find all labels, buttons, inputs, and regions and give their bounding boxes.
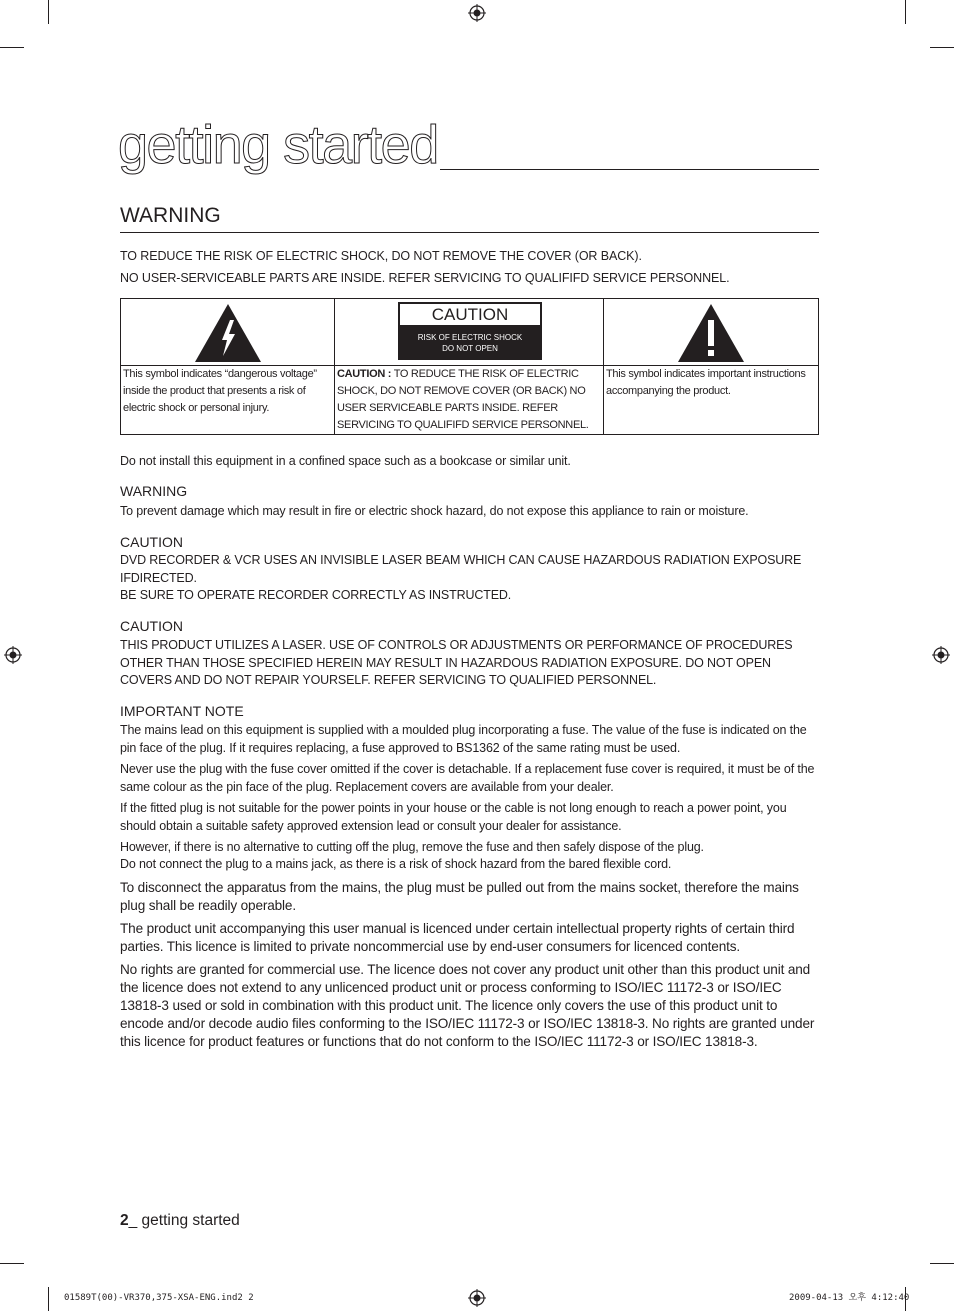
note-paragraph: If the fitted plug is not suitable for the power points in your house or the cable is not long enough to reach a power point, you should obtain a suitable safety approved extension lead or consult your dealer for assistance. <box>120 801 787 833</box>
section-heading: IMPORTANT NOTE <box>120 703 244 719</box>
section-paragraph: To prevent damage which may result in fire or electric shock hazard, do not expose this appliance to rain or moisture. <box>120 504 749 518</box>
section-paragraph: DVD RECORDER & VCR USES AN INVISIBLE LASER BEAM WHICH CAN CAUSE HAZARDOUS RADIATION EXPOSURE IFDIRECTED. <box>120 553 802 585</box>
caution-label-sub: RISK OF ELECTRIC SHOCK <box>417 333 523 342</box>
note-paragraph-large: No rights are granted for commercial use. The licence does not cover any product unit other than this product unit and the licence does not extend to any unlicenced product unit or process conforming to ISO/IEC 11172-3 or ISO/IEC 13818-3 used or sold in combination with this product unit. The licence only covers the use of this product unit to encode and/or decode audio files conforming to the ISO/IEC 11172-3 or ISO/IEC 13818-3. No rights are granted under this licence for product features or functions that do not conform to the ISO/IEC 11172-3 or ISO/IEC 13818-3. <box>120 962 815 1049</box>
title-rule <box>440 169 819 170</box>
caution-label <box>398 302 542 360</box>
lightning-warning-icon <box>193 302 263 364</box>
lightning-symbol-description: This symbol indicates “dangerous voltage” inside the product that presents a risk of electric shock or personal injury. <box>121 366 335 435</box>
print-slug-right: 2009-04-13 오후 4:12:40 <box>789 1293 910 1303</box>
note-paragraph-large: The product unit accompanying this user manual is licenced under certain intellectual property rights of certain third parties. This licence is limited to private noncommercial use by end-user consumers for licenced contents. <box>120 921 795 954</box>
exclamation-symbol-description: This symbol indicates important instructions accompanying the product. <box>604 366 819 435</box>
page-footer <box>120 1211 240 1231</box>
caution-label-title: CAUTION <box>400 304 540 325</box>
crop-mark <box>48 0 49 24</box>
exclamation-symbol-cell <box>604 299 819 366</box>
caution-description-text: TO REDUCE THE RISK OF ELECTRIC SHOCK, DO NOT REMOVE COVER (OR BACK) NO USER SERVICEABLE PARTS INSIDE. REFER SERVICING TO QUALIFIFD SERVICE PERSONNEL. <box>337 368 589 431</box>
section-heading: CAUTION <box>120 618 183 634</box>
crop-mark <box>0 1263 24 1264</box>
page-title: getting started <box>118 115 438 175</box>
warning-line: NO USER-SERVICEABLE PARTS ARE INSIDE. REFER SERVICING TO QUALIFIFD SERVICE PERSONNEL. <box>120 271 730 285</box>
note-paragraph: The mains lead on this equipment is supplied with a moulded plug incorporating a fuse. The value of the fuse is indicated on the pin face of the plug. If it requires replacing, a fuse approved to BS1362 of the same rating must be used. <box>120 723 807 755</box>
caution-description <box>335 366 604 435</box>
page-number: 2 <box>120 1212 129 1229</box>
crop-mark <box>930 47 954 48</box>
crop-mark <box>0 47 24 48</box>
section-title: WARNING <box>120 204 221 227</box>
section-heading: WARNING <box>120 483 188 499</box>
note-paragraph: Never use the plug with the fuse cover omitted if the cover is detachable. If a replacement fuse cover is required, it must be of the same colour as the pin face of the plug. Replacement covers are available from your dealer. <box>120 762 815 794</box>
note-paragraph: However, if there is no alternative to cutting off the plug, remove the fuse and then safely dispose of the plug. <box>120 840 704 854</box>
symbol-table <box>120 298 819 435</box>
caution-label-cell <box>335 299 604 366</box>
caution-label-sub: DO NOT OPEN <box>442 344 498 353</box>
note-paragraph-large: To disconnect the apparatus from the mains, the plug must be pulled out from the mains socket, therefore the mains plug shall be readily operable. <box>120 880 799 913</box>
note-paragraph: Do not connect the plug to a mains jack, as there is a risk of shock hazard from the bared flexible cord. <box>120 857 672 871</box>
crop-mark <box>905 0 906 24</box>
install-note: Do not install this equipment in a confined space such as a bookcase or similar unit. <box>120 454 571 468</box>
registration-mark-icon <box>468 4 486 22</box>
page-footer-label: _ getting started <box>128 1212 240 1229</box>
crop-mark <box>930 1263 954 1264</box>
exclamation-warning-icon <box>676 302 746 364</box>
lightning-symbol-cell <box>121 299 335 366</box>
section-heading: CAUTION <box>120 534 183 550</box>
registration-mark-icon <box>468 1289 486 1307</box>
crop-mark <box>48 1287 49 1311</box>
warning-line: TO REDUCE THE RISK OF ELECTRIC SHOCK, DO NOT REMOVE THE COVER (OR BACK). <box>120 249 642 263</box>
caution-description-lead: CAUTION : <box>337 368 392 380</box>
print-slug-left: 01589T(00)-VR370,375-XSA-ENG.ind2 2 <box>64 1293 254 1303</box>
registration-mark-icon <box>4 646 22 664</box>
section-paragraph: THIS PRODUCT UTILIZES A LASER. USE OF CONTROLS OR ADJUSTMENTS OR PERFORMANCE OF PROCEDURES OTHER THAN THOSE SPECIFIED HEREIN MAY RESULT IN HAZARDOUS RADIATION EXPOSURE. DO NOT OPEN COVERS AND DO NOT REPAIR YOURSELF. REFER SERVICING TO QUALIFIED PERSONNEL. <box>120 638 793 687</box>
section-paragraph: BE SURE TO OPERATE RECORDER CORRECTLY AS INSTRUCTED. <box>120 588 512 602</box>
registration-mark-icon <box>932 646 950 664</box>
section-rule <box>120 232 819 233</box>
